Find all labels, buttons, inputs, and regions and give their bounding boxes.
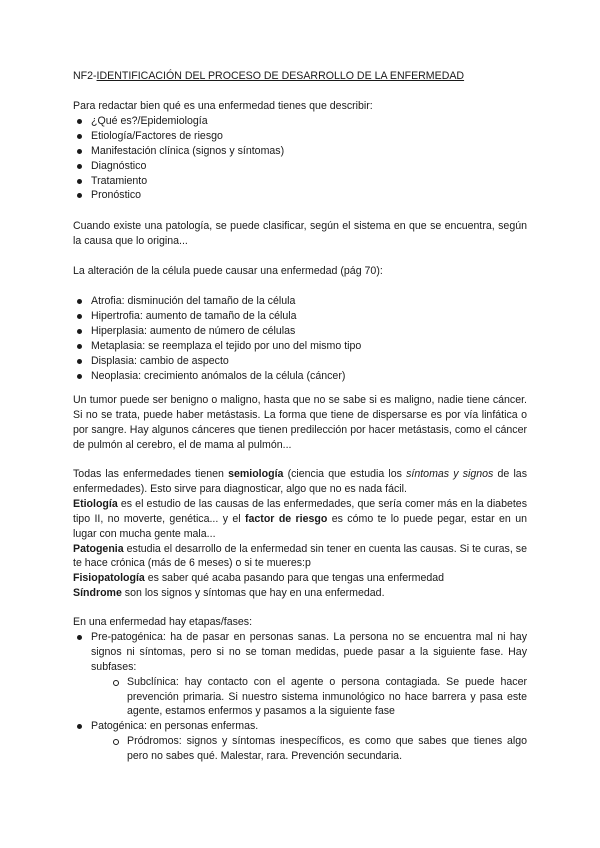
circle-bullet-icon — [113, 680, 119, 686]
list-item: Pronóstico — [73, 188, 527, 203]
bullet-icon — [77, 359, 82, 364]
list-item: Patogénica: en personas enfermas. — [73, 719, 527, 734]
phases-list — [73, 630, 527, 675]
sindrome-paragraph: Síndrome son los signos y síntomas que hay en una enfermedad. — [73, 587, 385, 600]
bullet-icon — [77, 635, 82, 640]
list-item: Displasia: cambio de aspecto — [73, 354, 527, 369]
classification-paragraph: Cuando existe una patología, se puede clasificar, según el sistema en que se encuentra, según la causa que lo origina... — [73, 220, 527, 247]
title-prefix: NF2- — [73, 70, 97, 82]
intro-text: Para redactar bien qué es una enfermedad tienes que describir: — [73, 100, 373, 112]
semiologia-paragraph: Todas las enfermedades tienen semiología (ciencia que estudia los síntomas y signos de las enfermedades). Esto sirve para diagnosticar, algo que no es nada fácil. — [73, 468, 527, 495]
bullet-icon — [77, 344, 82, 349]
list-item: ¿Qué es?/Epidemiología — [73, 114, 527, 129]
list-item: Hipertrofia: aumento de tamaño de la célula — [73, 309, 527, 324]
list-item: Manifestación clínica (signos y síntomas) — [73, 144, 527, 159]
subphases-list — [109, 734, 527, 764]
list-item: Metaplasia: se reemplaza el tejido por uno del mismo tipo — [73, 339, 527, 354]
definitions-section — [73, 467, 527, 601]
subphases-list — [109, 675, 527, 720]
list-item: Subclínica: hay contacto con el agente o persona contagiada. Se puede hacer prevención primaria. Si nuestro sistema inmunológico no hace barrera y pasa este agente, estamos enfermos y pasamos a la siguiente fase — [109, 675, 527, 720]
list-item: Hiperplasia: aumento de número de células — [73, 324, 527, 339]
bullet-icon — [77, 299, 82, 304]
list-item: Atrofia: disminución del tamaño de la célula — [73, 294, 527, 309]
intro-section — [73, 99, 527, 203]
cell-alteration-section — [73, 294, 527, 383]
document-title — [73, 69, 464, 84]
etiologia-paragraph: Etiología es el estudio de las causas de las enfermedades, que sería comer más en la diabetes tipo II, no moverte, genética... y el factor de riesgo es cómo te lo puede pegar, estar en un lugar con mucha gente mala... — [73, 497, 527, 540]
bullet-icon — [77, 193, 82, 198]
list-item: Neoplasia: crecimiento anómalos de la célula (cáncer) — [73, 369, 527, 384]
list-item: Pródromos: signos y síntomas inespecíficos, es como que sabes que tienes algo pero no sabes qué. Malestar, rara. Prevención secundaria. — [109, 734, 527, 764]
bullet-icon — [77, 374, 82, 379]
bullet-icon — [77, 179, 82, 184]
bullet-icon — [77, 164, 82, 169]
alteration-paragraph: La alteración de la célula puede causar una enfermedad (pág 70): — [73, 265, 383, 277]
fisiopatologia-paragraph: Fisiopatología es saber qué acaba pasando para que tengas una enfermedad — [73, 572, 445, 585]
list-item: Tratamiento — [73, 174, 527, 189]
list-item: Etiología/Factores de riesgo — [73, 129, 527, 144]
phases-intro: En una enfermedad hay etapas/fases: — [73, 616, 253, 628]
phases-section — [73, 615, 527, 764]
bullet-icon — [77, 149, 82, 154]
title-main: IDENTIFICACIÓN DEL PROCESO DE DESARROLLO DE LA ENFERMEDAD — [96, 70, 465, 82]
phases-list — [73, 719, 527, 734]
cell-alteration-list — [73, 294, 527, 383]
bullet-icon — [77, 119, 82, 124]
patogenia-paragraph: Patogenia estudia el desarrollo de la enfermedad sin tener en cuenta las causas. Si te curas, se te hace crónica (más de 6 meses) o si te mueres:p — [73, 542, 527, 570]
bullet-icon — [77, 724, 82, 729]
bullet-icon — [77, 134, 82, 139]
tumor-paragraph: Un tumor puede ser benigno o maligno, hasta que no se sabe si es maligno, nadie tiene cáncer. Si no se trata, puede haber metástasis. La forma que tiene de dispersarse es por vía linfática o por sangre. Hay algunos cánceres que tienen predilección por hacer metástasis, como el cáncer de pulmón al cerebro, el de mama al pulmón... — [73, 394, 527, 451]
circle-bullet-icon — [113, 739, 119, 745]
list-item: Pre-patogénica: ha de pasar en personas sanas. La persona no se encuentra mal ni hay signos ni síntomas, pero si no se toman medidas, puede pasar a la siguiente fase. Hay subfases: — [73, 630, 527, 675]
list-item: Diagnóstico — [73, 159, 527, 174]
bullet-icon — [77, 329, 82, 334]
describe-list — [73, 114, 527, 203]
bullet-icon — [77, 314, 82, 319]
